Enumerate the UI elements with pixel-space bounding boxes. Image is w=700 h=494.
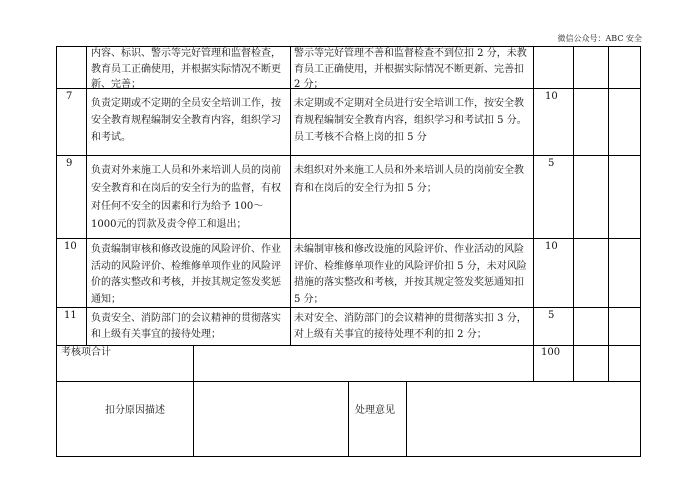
deduction-reason-label: 扣分原因描述 [105,405,165,416]
row-criteria: 未对安全、消防部门的会议精神的贯彻落实扣 3 分，对上级有关事宜的接待处理不利的扣 2 分； [294,313,527,340]
row-criteria: 未组织对外来施工人员和外来培训人员的岗前安全教育和在岗后的安全行为扣 5 分； [294,165,524,194]
row-continued-content: 内容、标识、警示等完好管理和监督检查，教育员工正确使用，并根据实际情况不断更新、完善； [91,48,281,90]
row-content: 负责对外来施工人员和外来培训人员的岗前安全教育和在岗后的安全行为的监督，有权对任何不安全的因素和行为给予 100～1000元的罚款及责令停工和退出； [91,165,281,230]
row-content: 负责安全、消防部门的会议精神的贯彻落实和上级有关事宜的接待处理； [91,313,281,340]
watermark-header: 微信公众号：ABC 安全 [557,34,642,43]
row-number: 11 [64,310,77,321]
total-value: 100 [541,347,561,358]
row-number: 10 [64,241,77,252]
row-number: 9 [66,158,73,169]
row-content: 负责编制审核和修改设施的风险评价、作业活动的风险评价、检维修单项作业的风险评价的落实整改和考核，并按其规定签发奖惩通知； [91,244,281,305]
row-criteria: 未定期或不定期对全员进行安全培训工作，按安全教育规程编制安全教育内容，组织学习和考试扣 5 分。员工考核不合格上岗的扣 5 分 [294,98,527,143]
row-score: 5 [548,310,555,321]
row-content: 负责定期或不定期的全员安全培训工作，按安全教育规程编制安全教育内容，组织学习和考试。 [91,98,281,143]
row-number: 7 [66,91,73,102]
row-score: 10 [545,241,558,252]
row-continued-criteria: 警示等完好管理不善和监督检查不到位扣 2 分，未教育员工正确使用，并根据实际情况不断更新、完善扣 2 分； [294,48,527,90]
row-score: 5 [548,158,555,169]
total-label: 考核项合计 [61,347,111,358]
row-score: 10 [545,91,558,102]
row-criteria: 未编制审核和修改设施的风险评价、作业活动的风险评价、检维修单项作业的风险评价扣 5 分，未对风险措施的落实整改和考核，并按其规定签发奖惩通知扣 5 分； [294,244,527,305]
handling-opinion-label: 处理意见 [355,405,395,416]
